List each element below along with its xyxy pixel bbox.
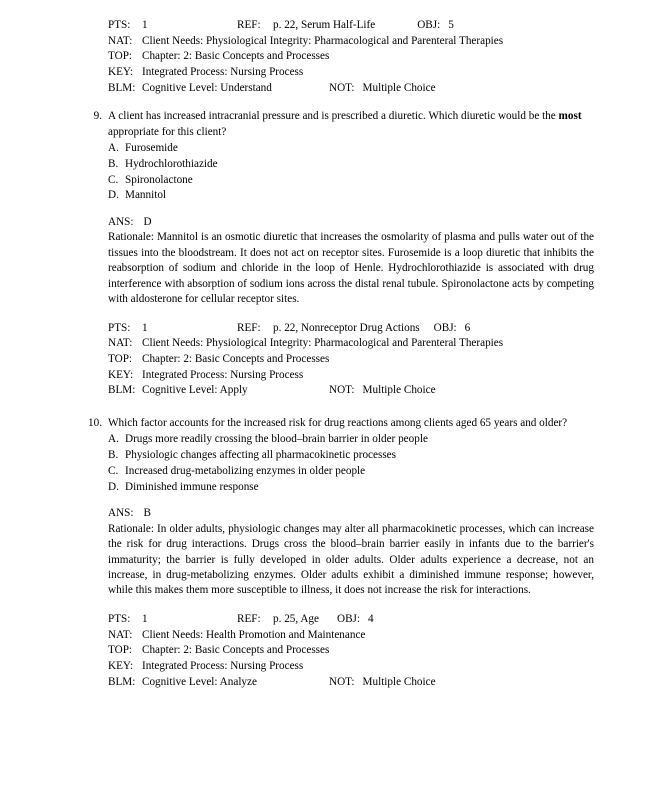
question-9: [93, 109, 594, 399]
pts-value: 1: [142, 321, 148, 334]
choice-text: Diminished immune response: [125, 480, 259, 493]
nat-value: Client Needs: Health Promotion and Maintenance: [142, 628, 366, 641]
choice-letter: A.: [108, 433, 119, 446]
nat-value: Client Needs: Physiological Integrity: Pharmacological and Parenteral Therapies: [142, 337, 504, 350]
pts-row: [108, 612, 594, 628]
pts-row: [108, 18, 594, 34]
question-10-choice-d[interactable]: [108, 480, 594, 496]
question-9-stem: [108, 109, 594, 140]
choice-letter: C.: [108, 173, 119, 186]
blm-row: [108, 383, 594, 399]
top-row: [108, 643, 594, 659]
choice-text: Drugs more readily crossing the blood–brain barrier in older people: [125, 433, 428, 446]
key-label: KEY:: [108, 659, 134, 672]
choice-letter: B.: [108, 157, 119, 170]
blm-value: Cognitive Level: Apply: [142, 384, 248, 397]
key-row: [108, 65, 594, 81]
answer-label: ANS:: [108, 507, 134, 520]
pts-row: [108, 321, 594, 337]
top-value: Chapter: 2: Basic Concepts and Processes: [142, 353, 330, 366]
pts-value: 1: [142, 612, 148, 625]
question-10-rationale: Rationale: In older adults, physiologic changes may alter all pharmacokinetic processes, which can increase the risk for drug interactions. Drugs cross the blood–brain barrier easily in infants due to the barrier's immaturity; the barrier is fully developed in older adults. Older adults experience a decrease, not an increase, in drug-metabolizing enzymes. Older adults exhibit a diminished immune response; however, while this makes them more susceptible to illness, it does not increase the risk for interactions.: [108, 522, 594, 597]
blm-label: BLM:: [108, 81, 136, 94]
question-9-stem-emphasis: most: [558, 110, 582, 123]
pts-label: PTS:: [108, 612, 131, 625]
choice-letter: D.: [108, 480, 119, 493]
question-9-choice-a[interactable]: [108, 141, 594, 157]
question-10-choice-c[interactable]: [108, 464, 594, 480]
pts-label: PTS:: [108, 321, 131, 334]
nat-label: NAT:: [108, 337, 133, 350]
not-label: NOT:: [329, 384, 355, 397]
question-9-stem-part1: A client has increased intracranial pressure and is prescribed a diuretic. Which diuretic would be the: [108, 110, 559, 123]
blm-row: [108, 81, 594, 97]
top-label: TOP:: [108, 50, 133, 63]
choice-letter: C.: [108, 464, 119, 477]
question-10-stem: [108, 416, 594, 431]
obj-value: 6: [464, 321, 471, 334]
choice-text: Furosemide: [125, 142, 178, 155]
top-row: [108, 49, 594, 65]
question-10-choice-b[interactable]: [108, 448, 594, 464]
top-value: Chapter: 2: Basic Concepts and Processes: [142, 50, 330, 63]
question-10-choices: [108, 432, 594, 495]
obj-label: OBJ:: [337, 612, 361, 625]
choice-letter: B.: [108, 449, 119, 462]
nat-row: [108, 336, 594, 352]
obj-value: 4: [368, 612, 374, 625]
nat-value: Client Needs: Physiological Integrity: Pharmacological and Parenteral Therapies: [142, 34, 504, 47]
choice-letter: A.: [108, 142, 119, 155]
pts-label: PTS:: [108, 19, 131, 31]
question-10-choice-a[interactable]: [108, 432, 594, 448]
obj-label: OBJ:: [417, 19, 441, 31]
ref-value: p. 22, Nonreceptor Drug Actions: [273, 321, 420, 334]
choice-text: Physiologic changes affecting all pharmacokinetic processes: [125, 449, 397, 462]
question-10-number: 10.: [88, 417, 102, 430]
choice-text: Mannitol: [125, 189, 167, 202]
ref-label: REF:: [237, 19, 261, 31]
key-label: KEY:: [108, 368, 134, 381]
blm-label: BLM:: [108, 384, 136, 397]
answer-label: ANS:: [108, 215, 134, 228]
choice-letter: D.: [108, 189, 119, 202]
ref-value: p. 22, Serum Half-Life: [273, 19, 376, 31]
not-value: Multiple Choice: [362, 81, 436, 94]
top-label: TOP:: [108, 644, 133, 657]
pts-value: 1: [142, 19, 148, 31]
nat-row: [108, 34, 594, 50]
answer-value: D: [143, 215, 152, 228]
question-10-metadata: [108, 612, 594, 690]
not-value: Multiple Choice: [362, 384, 436, 397]
top-row: [108, 352, 594, 368]
not-value: Multiple Choice: [362, 675, 436, 688]
question-10-answer: [108, 506, 594, 521]
choice-text: Hydrochlorothiazide: [125, 157, 218, 170]
key-value: Integrated Process: Nursing Process: [142, 66, 304, 79]
blm-value: Cognitive Level: Understand: [142, 81, 272, 94]
blm-value: Cognitive Level: Analyze: [142, 675, 257, 688]
nat-row: [108, 628, 594, 644]
question-9-metadata: [108, 321, 594, 399]
ref-label: REF:: [237, 612, 261, 625]
question-9-stem-part2: appropriate for this client?: [108, 125, 227, 138]
nat-label: NAT:: [108, 628, 133, 641]
top-value: Chapter: 2: Basic Concepts and Processes: [142, 644, 330, 657]
question-9-number: 9.: [93, 110, 102, 123]
key-value: Integrated Process: Nursing Process: [142, 659, 304, 672]
obj-label: OBJ:: [433, 321, 457, 334]
key-label: KEY:: [108, 66, 134, 79]
key-row: [108, 659, 594, 675]
question-9-choice-d[interactable]: [108, 188, 594, 204]
key-row: [108, 368, 594, 384]
question-9-rationale: Rationale: Mannitol is an osmotic diuretic that increases the osmolarity of plasma and pulls water out of the tissues into the bloodstream. It does not act on receptor sites. Furosemide is a loop diuretic that inhibits the reabsorption of sodium and chloride in the loop of Henle. Hydrochlorothiazide is associated with drug interference with absorption of sodium ions across the distal renal tubule. Spironolactone acts by competing with aldosterone for cellular receptor sites.: [108, 231, 594, 306]
question-9-answer: [108, 215, 594, 230]
question-10: [88, 416, 594, 690]
metadata-block-top: [108, 18, 594, 96]
question-10-stem-part1: Which factor accounts for the increased risk for drug reactions among clients aged 65 years and older?: [108, 417, 568, 430]
not-label: NOT:: [329, 81, 355, 94]
answer-value: B: [143, 507, 151, 520]
ref-label: REF:: [237, 321, 261, 334]
key-value: Integrated Process: Nursing Process: [142, 368, 304, 381]
ref-value: p. 25, Age: [273, 612, 319, 625]
question-9-choice-c[interactable]: [108, 173, 594, 189]
obj-value: 5: [448, 19, 454, 31]
nat-label: NAT:: [108, 34, 133, 47]
choice-text: Increased drug-metabolizing enzymes in older people: [125, 464, 366, 477]
choice-text: Spironolactone: [125, 173, 193, 186]
question-9-choice-b[interactable]: [108, 157, 594, 173]
blm-row: [108, 675, 594, 691]
top-label: TOP:: [108, 353, 133, 366]
blm-label: BLM:: [108, 675, 136, 688]
question-9-choices: [108, 141, 594, 204]
not-label: NOT:: [329, 675, 355, 688]
